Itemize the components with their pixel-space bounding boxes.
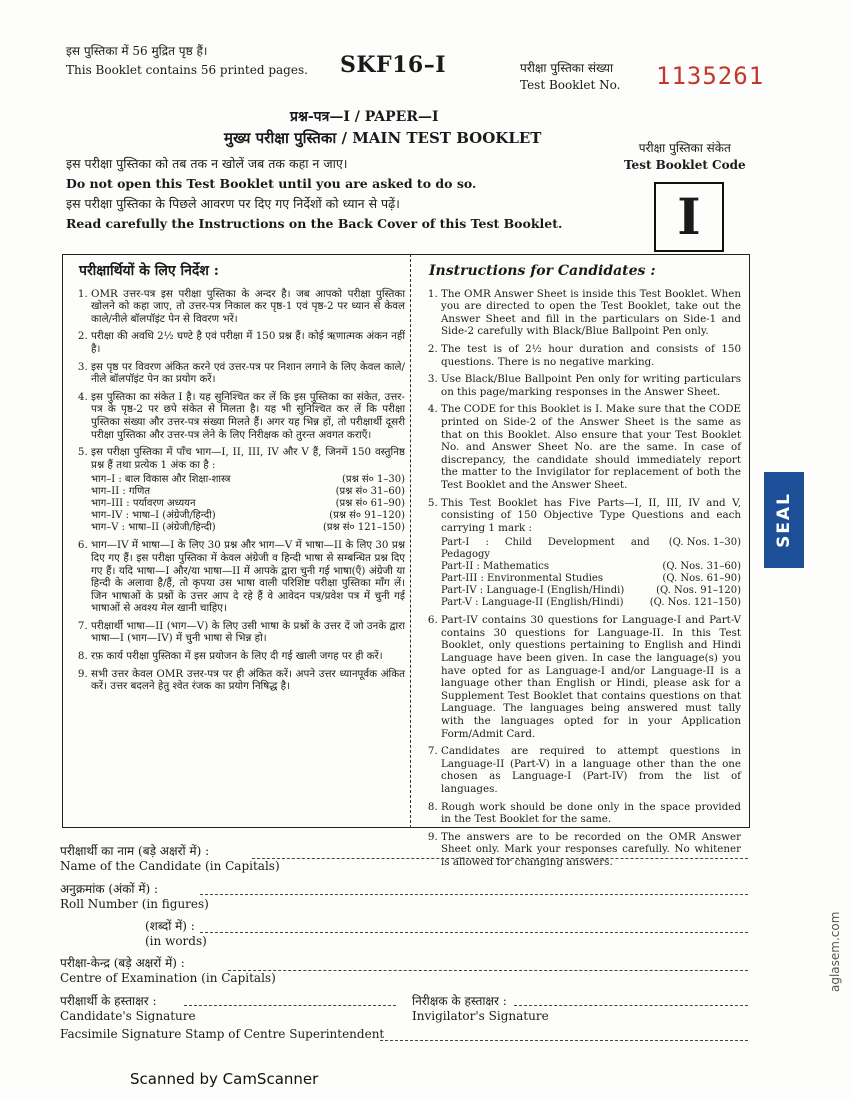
instruction-hi-4: 4. इस पुस्तिका का संकेत I है। यह सुनिश्चित कर लें कि इस पुस्तिका का संकेत, उत्तर-पत्र के पृष्ठ-2 पर छपे संकेत से मिलता है। यह भी सुनिश्चित कर लें कि परीक्षा पुस्तिका संख्या और उत्तर-पत्र संख्या मिलते हैं। अगर यह भिन्न हों, तो परीक्षार्थी दूसरी परीक्षा पुस्तिका और उत्तर-पत्र लेने के लिए निरीक्षक को तुरन्त अवगत कराएँ। — [91, 391, 405, 441]
part-name: भाग–IV : भाषा–I (अंग्रेजी/हिन्दी) — [91, 510, 216, 522]
instruction-hi-9: 9. सभी उत्तर केवल OMR उत्तर-पत्र पर ही अंकित करें। अपने उत्तर ध्यानपूर्वक अंकित करें। उत्तर बदलने हेतु श्वेत रंजक का प्रयोग निषिद्ध है। — [91, 668, 405, 693]
candidate-name-label-hi: परीक्षार्थी का नाम (बड़े अक्षरों में) : — [60, 844, 210, 858]
instruction-hi-6: 6. भाग—IV में भाषा—I के लिए 30 प्रश्न और भाग—V में भाषा—II के लिए 30 प्रश्न दिए गए हैं। इस परीक्षा पुस्तिका में केवल अंग्रेजी व हिन्दी भाषा से सम्बन्धित प्रश्न दिए गए हैं। यदि भाषा—I और/या भाषा—II में आपके द्वारा चुनी गई भाषा(एँ) अंग्रेजी या हिन्दी के अलावा है/हैं, तो कृपया उस भाषा वाली परिशिष्ट परीक्षा पुस्तिका माँग लें। जिन भाषाओं के प्रश्नों के उत्तर आप दे रहे हैं वे आवेदन पत्र/प्रवेश पत्र में चुनी गई भाषाओं से अवश्य मेल खानी चाहिए। — [91, 539, 405, 615]
paper-title: प्रश्न-पत्र—I / PAPER—I — [290, 109, 439, 125]
invigilator-signature-label — [412, 994, 549, 1024]
instruction-hi-5-text: इस परीक्षा पुस्तिका में पाँच भाग—I, II, III, IV और V हैं, जिनमें 150 वस्तुनिष्ठ प्रश्न हैं तथा प्रत्येक 1 अंक का है : — [91, 446, 405, 471]
warnings — [66, 154, 562, 234]
part-range: (Q. Nos. 91–120) — [656, 585, 741, 597]
invigilator-signature-field[interactable] — [514, 1005, 748, 1006]
booklet-code-box: I — [654, 182, 724, 252]
part-range: (प्रश्न सं० 91–120) — [329, 510, 405, 522]
part-row — [441, 585, 741, 597]
instruction-en-8: 8. Rough work should be done only in the space provided in the Test Booklet for the same. — [441, 801, 741, 826]
header-pages — [66, 44, 308, 78]
part-row — [441, 537, 741, 561]
booklet-code-label — [624, 140, 746, 174]
instruction-en-4: 4. The CODE for this Booklet is I. Make sure that the CODE printed on Side-2 of the Answer Sheet is the same as that on this Booklet. Also ensure that your Test Booklet No. and Answer Sheet No. are the same. In case of discrepancy, the candidate should immediately report the matter to the Invigilator for replacement of both the Test Booklet and the Answer Sheet. — [441, 403, 741, 491]
booklet-number: 1135261 — [656, 62, 765, 90]
invigilator-signature-label-hi: निरीक्षक के हस्ताक्षर : — [412, 994, 507, 1008]
candidate-signature-field[interactable] — [184, 1005, 396, 1006]
instructions-hindi-title: परीक्षार्थियों के लिए निर्देश : — [79, 263, 219, 279]
part-range: (Q. Nos. 31–60) — [662, 561, 741, 573]
parts-table-en — [441, 537, 741, 609]
warning-1-hi: इस परीक्षा पुस्तिका को तब तक न खोलें जब तक कहा न जाए। — [66, 156, 348, 171]
roll-number-label — [60, 882, 209, 912]
candidate-name-field[interactable] — [252, 858, 748, 859]
instruction-hi-3: 3. इस पृष्ठ पर विवरण अंकित करने एवं उत्तर-पत्र पर निशान लगाने के लिए केवल काले/नीले बॉलपॉइंट पेन का प्रयोग करें। — [91, 361, 405, 386]
instruction-en-3: 3. Use Black/Blue Ballpoint Pen only for writing particulars on this page/marking responses in the Answer Sheet. — [441, 373, 741, 398]
part-row — [441, 573, 741, 585]
part-range: (Q. Nos. 1–30) — [668, 537, 741, 549]
centre-label-hi: परीक्षा-केन्द्र (बड़े अक्षरों में) : — [60, 956, 185, 970]
booklet-series-code: SKF16–I — [340, 52, 447, 78]
scanner-footer: Scanned by CamScanner — [130, 1070, 319, 1088]
instruction-en-6: 6. Part-IV contains 30 questions for Language-I and Part-V contains 30 questions for Language-II. In this Test Booklet, only questions pertaining to English and Hindi Language have been given. In case the language(s) you have opted for as Language-I and/or Language-II is a language other than English or Hindi, please ask for a Supplement Test Booklet that contains questions on that Language. The languages being answered must tally with the languages opted for in your Application Form/Admit Card. — [441, 614, 741, 740]
part-range: (प्रश्न सं० 121–150) — [322, 522, 405, 534]
candidate-signature-label-hi: परीक्षार्थी के हस्ताक्षर : — [60, 994, 157, 1008]
roll-number-label-en: Roll Number (in figures) — [60, 897, 209, 911]
booklet-number-label-hi: परीक्षा पुस्तिका संख्या — [520, 61, 614, 75]
centre-label-en: Centre of Examination (in Capitals) — [60, 971, 276, 985]
booklet-number-label-en: Test Booklet No. — [520, 78, 621, 92]
part-name: Part-IV : Language-I (English/Hindi) — [441, 585, 625, 597]
instruction-hi-1: 1. OMR उत्तर-पत्र इस परीक्षा पुस्तिका के अन्दर है। जब आपको परीक्षा पुस्तिका खोलने को कहा जाए, तो उत्तर-पत्र निकाल कर पृष्ठ-1 एवं पृष्ठ-2 पर ध्यान से केवल काले/नीले बॉलपॉइंट पेन से विवरण भरें। — [91, 288, 405, 326]
part-range: (प्रश्न सं० 31–60) — [335, 486, 405, 498]
instructions-english — [421, 261, 741, 874]
instruction-en-7: 7. Candidates are required to attempt questions in Language-II (Part-V) in a language other than the one chosen as Language-I (Part-IV) from the list of languages. — [441, 745, 741, 795]
instructions-english-title: Instructions for Candidates : — [429, 263, 656, 279]
instructions-hindi-list — [71, 288, 405, 693]
part-row — [91, 510, 405, 522]
column-divider — [410, 254, 411, 828]
candidate-signature-label-en: Candidate's Signature — [60, 1009, 196, 1023]
candidate-name-label — [60, 844, 280, 874]
stamp-field[interactable] — [380, 1040, 748, 1041]
booklet-number-label — [520, 60, 620, 94]
seal-label: SEAL — [774, 492, 794, 548]
instruction-en-5-text: This Test Booklet has Five Parts—I, II, III, IV and V, consisting of 150 Objective Type Questions and each carrying 1 mark : — [441, 496, 741, 534]
part-row — [91, 498, 405, 510]
part-row — [91, 474, 405, 486]
stamp-label: Facsimile Signature Stamp of Centre Superintendent — [60, 1027, 385, 1041]
instruction-en-9: 9. The answers are to be recorded on the OMR Answer Sheet only. Mark your responses carefully. No whitener is allowed for changing answers. — [441, 831, 741, 869]
part-name: Part-III : Environmental Studies — [441, 573, 603, 585]
candidate-name-label-en: Name of the Candidate (in Capitals) — [60, 859, 280, 873]
instruction-en-5 — [441, 497, 741, 610]
instruction-en-1: 1. The OMR Answer Sheet is inside this Test Booklet. When you are directed to open the Test Booklet, take out the Answer Sheet and fill in the particulars on Side-1 and Side-2 carefully with Black/Blue Ballpoint Pen only. — [441, 288, 741, 338]
instruction-hi-8: 8. रफ़ कार्य परीक्षा पुस्तिका में इस प्रयोजन के लिए दी गई खाली जगह पर ही करें। — [91, 650, 405, 663]
instruction-en-2: 2. The test is of 2½ hour duration and consists of 150 questions. There is no negative marking. — [441, 343, 741, 368]
invigilator-signature-label-en: Invigilator's Signature — [412, 1009, 549, 1023]
roll-number-label-hi: अनुक्रमांक (अंकों में) : — [60, 882, 159, 896]
centre-label — [60, 956, 276, 986]
seal-tab — [764, 472, 804, 568]
centre-field[interactable] — [228, 970, 748, 971]
part-row — [441, 597, 741, 609]
part-range: (प्रश्न सं० 1–30) — [342, 474, 405, 486]
roll-number-words-field[interactable] — [200, 932, 748, 933]
part-name: भाग–V : भाषा–II (अंग्रेजी/हिन्दी) — [91, 522, 216, 534]
roll-number-figures-field[interactable] — [200, 894, 748, 895]
part-name: भाग–III : पर्यावरण अध्ययन — [91, 498, 196, 510]
part-row — [441, 561, 741, 573]
part-name: भाग–I : बाल विकास और शिक्षा-शास्त्र — [91, 474, 231, 486]
part-name: Part-I : Child Development and Pedagogy — [441, 537, 650, 561]
warning-2-hi: इस परीक्षा पुस्तिका के पिछले आवरण पर दिए गए निर्देशों को ध्यान से पढ़ें। — [66, 196, 400, 211]
watermark: aglasem.com — [828, 911, 842, 992]
roll-words-label — [145, 919, 207, 949]
part-name: Part-V : Language-II (English/Hindi) — [441, 597, 624, 609]
booklet-code-label-en: Test Booklet Code — [624, 158, 746, 172]
pages-hi: इस पुस्तिका में 56 मुद्रित पृष्ठ हैं। — [66, 44, 208, 58]
part-name: Part-II : Mathematics — [441, 561, 550, 573]
roll-words-label-en: (in words) — [145, 934, 207, 948]
candidate-signature-label — [60, 994, 196, 1024]
warning-1-en: Do not open this Test Booklet until you are asked to do so. — [66, 176, 477, 191]
part-row — [91, 486, 405, 498]
booklet-title: मुख्य परीक्षा पुस्तिका / MAIN TEST BOOKLET — [224, 129, 542, 147]
part-range: (Q. Nos. 121–150) — [649, 597, 741, 609]
roll-words-label-hi: (शब्दों में) : — [145, 919, 195, 933]
parts-table-hi — [91, 474, 405, 534]
part-range: (Q. Nos. 61–90) — [662, 573, 741, 585]
instructions-hindi — [71, 261, 405, 698]
instruction-hi-2: 2. परीक्षा की अवधि 2½ घण्टे है एवं परीक्षा में 150 प्रश्न हैं। कोई ऋणात्मक अंकन नहीं है। — [91, 330, 405, 355]
warning-2-en: Read carefully the Instructions on the Back Cover of this Test Booklet. — [66, 216, 563, 231]
part-row — [91, 522, 405, 534]
part-range: (प्रश्न सं० 61–90) — [335, 498, 405, 510]
instruction-hi-7: 7. परीक्षार्थी भाषा—II (भाग—V) के लिए उसी भाषा के प्रश्नों के उत्तर दें जो उनके द्वारा भाषा—I (भाग—IV) में चुनी भाषा से भिन्न हो। — [91, 620, 405, 645]
pages-en: This Booklet contains 56 printed pages. — [66, 63, 308, 77]
instructions-english-list — [421, 288, 741, 869]
booklet-code-label-hi: परीक्षा पुस्तिका संकेत — [638, 141, 731, 155]
part-name: भाग–II : गणित — [91, 486, 151, 498]
instruction-hi-5 — [91, 446, 405, 534]
